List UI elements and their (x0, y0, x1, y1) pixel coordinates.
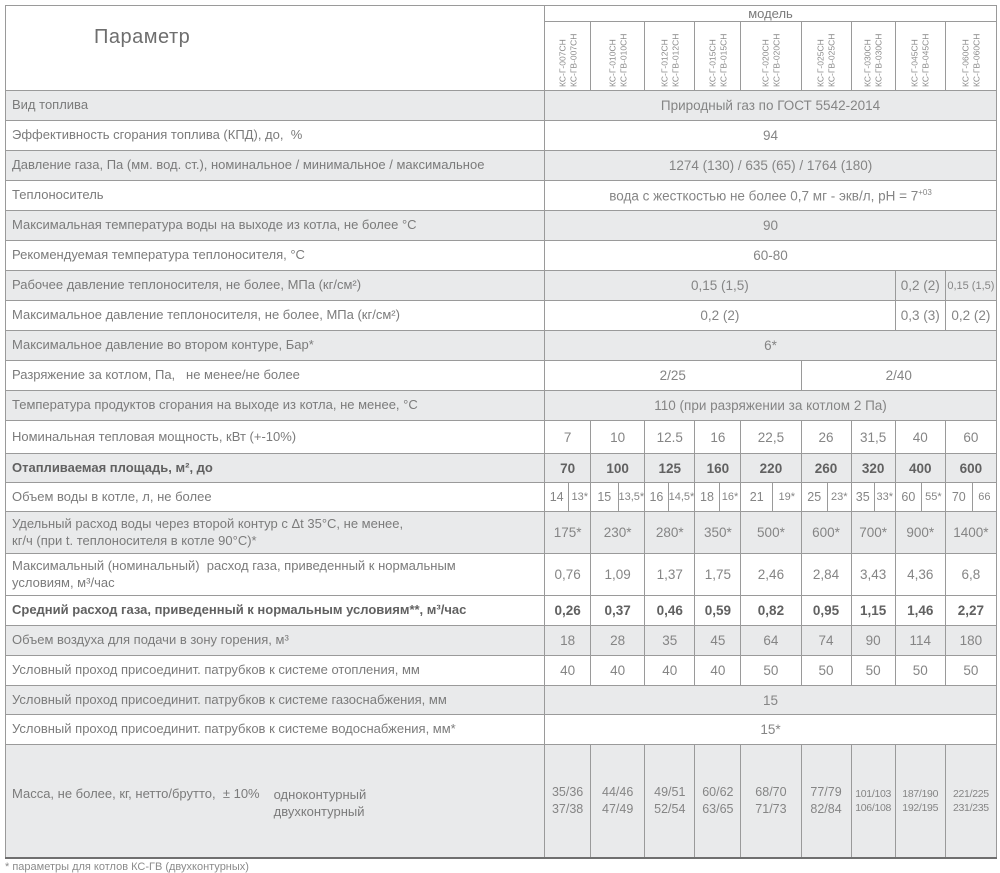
value-cell: 114 (895, 626, 945, 656)
value-cell: 15* (545, 715, 997, 745)
value-cell: 94 (545, 121, 997, 151)
row-heated-area (6, 454, 997, 483)
model-name: КС-ГВ-015СН (717, 33, 728, 87)
model-column-header-030 (851, 22, 895, 91)
value-cell: 10 (591, 421, 645, 454)
row-rec-temp (6, 241, 997, 271)
row-label: Номинальная тепловая мощность, кВт (+-10%) (6, 421, 545, 454)
row-max-pressure (6, 301, 997, 331)
model-name: КС-Г-012СН (659, 39, 670, 87)
split-value-cell (545, 483, 591, 512)
value-cell: 3,43 (851, 554, 895, 596)
mass-label-main: Масса, не более, кг, нетто/брутто, ± 10% (12, 785, 260, 801)
model-name: КС-Г-060СН (960, 39, 971, 87)
model-name: КС-ГВ-012СН (669, 33, 680, 87)
row-label: Объем воды в котле, л, не более (6, 483, 545, 512)
value-cell: 40 (645, 656, 695, 686)
row-nominal-power (6, 421, 997, 454)
value-cell: 1,37 (645, 554, 695, 596)
row-gas-pressure (6, 151, 997, 181)
value-cell: 125 (645, 454, 695, 483)
model-name: КС-Г-007СН (557, 39, 568, 87)
value-cell: 74 (801, 626, 851, 656)
value-cell: 31,5 (851, 421, 895, 454)
value-cell: 0,3 (3) (895, 301, 945, 331)
value-cell: 180 (945, 626, 996, 656)
footnote: * параметры для котлов КС-ГВ (двухконтурных) (5, 860, 249, 873)
row-water-volume (6, 483, 997, 512)
value: 16* (719, 483, 741, 511)
value-cell: 320 (851, 454, 895, 483)
model-name: КС-ГВ-020СН (770, 33, 781, 87)
value: 60/62 (702, 784, 734, 799)
row-label: Условный проход присоединит. патрубков к системе отопления, мм (6, 656, 545, 686)
value-cell: 6* (545, 331, 997, 361)
model-column-header-010 (591, 22, 645, 91)
value: 70 (951, 490, 966, 504)
row-label: Условный проход присоединит. патрубков к системе газоснабжения, мм (6, 686, 545, 715)
value: 82/84 (810, 801, 842, 816)
model-name: КС-ГВ-060СН (970, 33, 981, 87)
value: 35 (855, 490, 870, 504)
value-cell: 15 (545, 686, 997, 715)
model-name-vertical (816, 25, 837, 87)
value: 33* (874, 483, 895, 511)
value-cell: 175* (545, 512, 591, 554)
row-coolant (6, 181, 997, 211)
row-label: Эффективность сгорания топлива (КПД), до, % (6, 121, 545, 151)
mass-value-cell (741, 745, 801, 858)
value-cell: 0,2 (2) (895, 271, 945, 301)
value-cell: 0,15 (1,5) (945, 271, 996, 301)
value: 13,5* (618, 483, 645, 511)
value-cell: 0,2 (2) (945, 301, 996, 331)
model-name-vertical (557, 25, 578, 87)
model-name-vertical (707, 25, 728, 87)
value-cell: 1,75 (695, 554, 741, 596)
split-value-cell (591, 483, 645, 512)
row-label: Давление газа, Па (мм. вод. ст.), номинальное / минимальное / максимальное (6, 151, 545, 181)
split-value-cell (801, 483, 851, 512)
value: 231/235 (952, 801, 989, 814)
param-header-label: Параметр (94, 26, 191, 48)
value: 21 (749, 490, 764, 504)
value: 16 (649, 490, 664, 504)
value-cell: 220 (741, 454, 801, 483)
value-cell: 100 (591, 454, 645, 483)
model-column-header-025 (801, 22, 851, 91)
value-cell: 40 (895, 421, 945, 454)
value-cell: 1274 (130) / 635 (65) / 1764 (180) (545, 151, 997, 181)
value: 221/225 (952, 787, 989, 800)
model-name-vertical (607, 25, 628, 87)
row-second-circuit-pressure (6, 331, 997, 361)
value-cell: 2,84 (801, 554, 851, 596)
value: 47/49 (602, 801, 634, 816)
row-label (6, 745, 545, 858)
value-cell: 16 (695, 421, 741, 454)
value: 49/51 (654, 784, 686, 799)
value-cell: Природный газ по ГОСТ 5542-2014 (545, 91, 997, 121)
value: 71/73 (755, 801, 787, 816)
mass-value-cell (545, 745, 591, 858)
split-value-cell (945, 483, 996, 512)
mass-label-group (12, 781, 540, 821)
value: 55* (921, 483, 945, 511)
header-row-top (6, 6, 997, 22)
value: 14 (549, 490, 564, 504)
model-name: КС-ГВ-025СН (826, 33, 837, 87)
model-name-vertical (760, 25, 781, 87)
value-cell: 230* (591, 512, 645, 554)
value-cell: 600 (945, 454, 996, 483)
row-max-water-temp (6, 211, 997, 241)
value: 187/190 (902, 787, 939, 800)
value-cell: 2/40 (801, 361, 997, 391)
value-cell: 18 (545, 626, 591, 656)
row-working-pressure (6, 271, 997, 301)
row-mass (6, 745, 997, 858)
value-cell: 40 (545, 656, 591, 686)
split-value-cell (895, 483, 945, 512)
label-line-2: условиям, м³/час (12, 574, 115, 590)
value-cell: 0,2 (2) (545, 301, 896, 331)
model-column-header-015 (695, 22, 741, 91)
row-dn-water (6, 715, 997, 745)
model-name-vertical (960, 25, 981, 87)
row-label: Температура продуктов сгорания на выходе из котла, не менее, °С (6, 391, 545, 421)
value-cell: 35 (645, 626, 695, 656)
model-name: КС-ГВ-045СН (920, 33, 931, 87)
model-name: КС-Г-030СН (862, 39, 873, 87)
value-cell: 160 (695, 454, 741, 483)
row-label: Отапливаемая площадь, м², до (6, 454, 545, 483)
value: 66 (972, 483, 996, 511)
split-value-cell (695, 483, 741, 512)
value-cell (545, 181, 997, 211)
row-label: Разряжение за котлом, Па, не менее/не более (6, 361, 545, 391)
row-label: Теплоноситель (6, 181, 545, 211)
mass-label-double-circuit: двухконтурный (273, 804, 365, 820)
model-name: КС-Г-015СН (707, 39, 718, 87)
model-column-header-012 (645, 22, 695, 91)
value-cell: 7 (545, 421, 591, 454)
split-value-cell (645, 483, 695, 512)
value-cell: 260 (801, 454, 851, 483)
value-cell: 2/25 (545, 361, 801, 391)
value-cell: 64 (741, 626, 801, 656)
mass-value-cell (895, 745, 945, 858)
value-cell: 50 (741, 656, 801, 686)
value-cell: 0,82 (741, 596, 801, 626)
model-column-header-045 (895, 22, 945, 91)
row-label: Условный проход присоединит. патрубков к системе водоснабжения, мм* (6, 715, 545, 745)
row-efficiency (6, 121, 997, 151)
value-cell: 2,27 (945, 596, 996, 626)
value-cell: 0,37 (591, 596, 645, 626)
row-label (6, 554, 545, 596)
value: 15 (597, 490, 612, 504)
value: 18 (700, 490, 714, 504)
mass-label-single-circuit: одноконтурный (273, 786, 367, 802)
model-name: КС-Г-025СН (815, 39, 826, 87)
label-line-1: Максимальный (номинальный) расход газа, приведенный к нормальным (12, 557, 456, 573)
row-label: Рабочее давление теплоносителя, не более, МПа (кг/см²) (6, 271, 545, 301)
mass-value-cell (591, 745, 645, 858)
value-cell: 12.5 (645, 421, 695, 454)
value: 14,5* (668, 483, 695, 511)
model-column-header-007 (545, 22, 591, 91)
value-cell: 400 (895, 454, 945, 483)
value-cell: 28 (591, 626, 645, 656)
model-column-header-020 (741, 22, 801, 91)
model-group-header: модель (545, 6, 997, 22)
value-cell: 0,95 (801, 596, 851, 626)
model-name-vertical (863, 25, 884, 87)
value: 13* (568, 483, 590, 511)
value-cell: 40 (591, 656, 645, 686)
model-name: КС-Г-020СН (760, 39, 771, 87)
value-cell: 90 (851, 626, 895, 656)
value-cell: 50 (851, 656, 895, 686)
value-cell: 50 (895, 656, 945, 686)
row-dn-gas (6, 686, 997, 715)
value-cell: 60-80 (545, 241, 997, 271)
value-cell: 900* (895, 512, 945, 554)
model-name: КС-Г-010СН (607, 39, 618, 87)
value: 23* (827, 483, 851, 511)
value: 192/195 (902, 801, 939, 814)
model-name: КС-ГВ-010СН (617, 33, 628, 87)
row-air-volume (6, 626, 997, 656)
row-dn-heating (6, 656, 997, 686)
value: 35/36 (551, 784, 584, 799)
row-label: Максимальное давление во втором контуре, Бар* (6, 331, 545, 361)
row-draft (6, 361, 997, 391)
row-label (6, 512, 545, 554)
row-label: Объем воздуха для подачи в зону горения, м³ (6, 626, 545, 656)
value-cell: 90 (545, 211, 997, 241)
value-cell: 1400* (945, 512, 996, 554)
value: 37/38 (551, 801, 584, 816)
label-line-1: Удельный расход воды через второй контур с Δt 35°С, не менее, (12, 515, 404, 531)
value-cell: 110 (при разряжении за котлом 2 Па) (545, 391, 997, 421)
value: 19* (772, 483, 800, 511)
row-label: Максимальная температура воды на выходе из котла, не более °С (6, 211, 545, 241)
row-avg-gas-flow (6, 596, 997, 626)
split-value-cell (741, 483, 801, 512)
value-cell: 280* (645, 512, 695, 554)
label-line-2: кг/ч (при t. теплоносителя в котле 90°С)* (12, 532, 257, 548)
value-cell: 0,46 (645, 596, 695, 626)
param-column-header (6, 6, 545, 91)
mass-value-cell (851, 745, 895, 858)
value-cell: 700* (851, 512, 895, 554)
model-column-header-060 (945, 22, 996, 91)
value-cell: 70 (545, 454, 591, 483)
model-name-vertical (910, 25, 931, 87)
value-cell: 50 (945, 656, 996, 686)
row-label: Рекомендуемая температура теплоносителя, °С (6, 241, 545, 271)
boiler-spec-table (5, 5, 997, 859)
value-cell: 1,46 (895, 596, 945, 626)
value-cell: 50 (801, 656, 851, 686)
row-max-gas-flow (6, 554, 997, 596)
value: 101/103 (855, 787, 892, 800)
value-cell: 60 (945, 421, 996, 454)
value-cell: 4,36 (895, 554, 945, 596)
value-cell: 600* (801, 512, 851, 554)
value-cell: 0,26 (545, 596, 591, 626)
value-cell: 2,46 (741, 554, 801, 596)
mass-value-cell (645, 745, 695, 858)
value: 106/108 (855, 801, 892, 814)
model-name: КС-ГВ-007СН (567, 33, 578, 87)
value-cell: 350* (695, 512, 741, 554)
boiler-spec-page (0, 5, 1000, 873)
value-cell: 22,5 (741, 421, 801, 454)
mass-value-cell (945, 745, 996, 858)
row-specific-water-flow (6, 512, 997, 554)
value: 44/46 (602, 784, 634, 799)
model-name: КС-Г-045СН (909, 39, 920, 87)
row-label: Средний расход газа, приведенный к нормальным условиям**, м³/час (6, 596, 545, 626)
value-cell: 1,09 (591, 554, 645, 596)
value-cell: 40 (695, 656, 741, 686)
value: 60 (901, 490, 916, 504)
row-flue-temp (6, 391, 997, 421)
row-label: Вид топлива (6, 91, 545, 121)
split-value-cell (851, 483, 895, 512)
value-cell: 26 (801, 421, 851, 454)
value-cell: 6,8 (945, 554, 996, 596)
row-fuel (6, 91, 997, 121)
coolant-value: вода с жесткостью не более 0,7 мг - экв/л, pH = 7 (609, 188, 919, 204)
coolant-ph-superscript: +03 (918, 187, 932, 197)
value-cell: 45 (695, 626, 741, 656)
value-cell: 0,59 (695, 596, 741, 626)
value-cell: 0,15 (1,5) (545, 271, 896, 301)
value: 52/54 (654, 801, 686, 816)
value-cell: 1,15 (851, 596, 895, 626)
value: 25 (807, 490, 822, 504)
value-cell: 500* (741, 512, 801, 554)
row-label: Максимальное давление теплоносителя, не более, МПа (кг/см²) (6, 301, 545, 331)
value-cell: 0,76 (545, 554, 591, 596)
mass-value-cell (801, 745, 851, 858)
value: 68/70 (755, 784, 787, 799)
mass-value-cell (695, 745, 741, 858)
value: 63/65 (702, 801, 734, 816)
mass-label-circuit-types (274, 786, 367, 821)
value: 77/79 (810, 784, 842, 799)
model-name: КС-ГВ-030СН (873, 33, 884, 87)
model-name-vertical (659, 25, 680, 87)
